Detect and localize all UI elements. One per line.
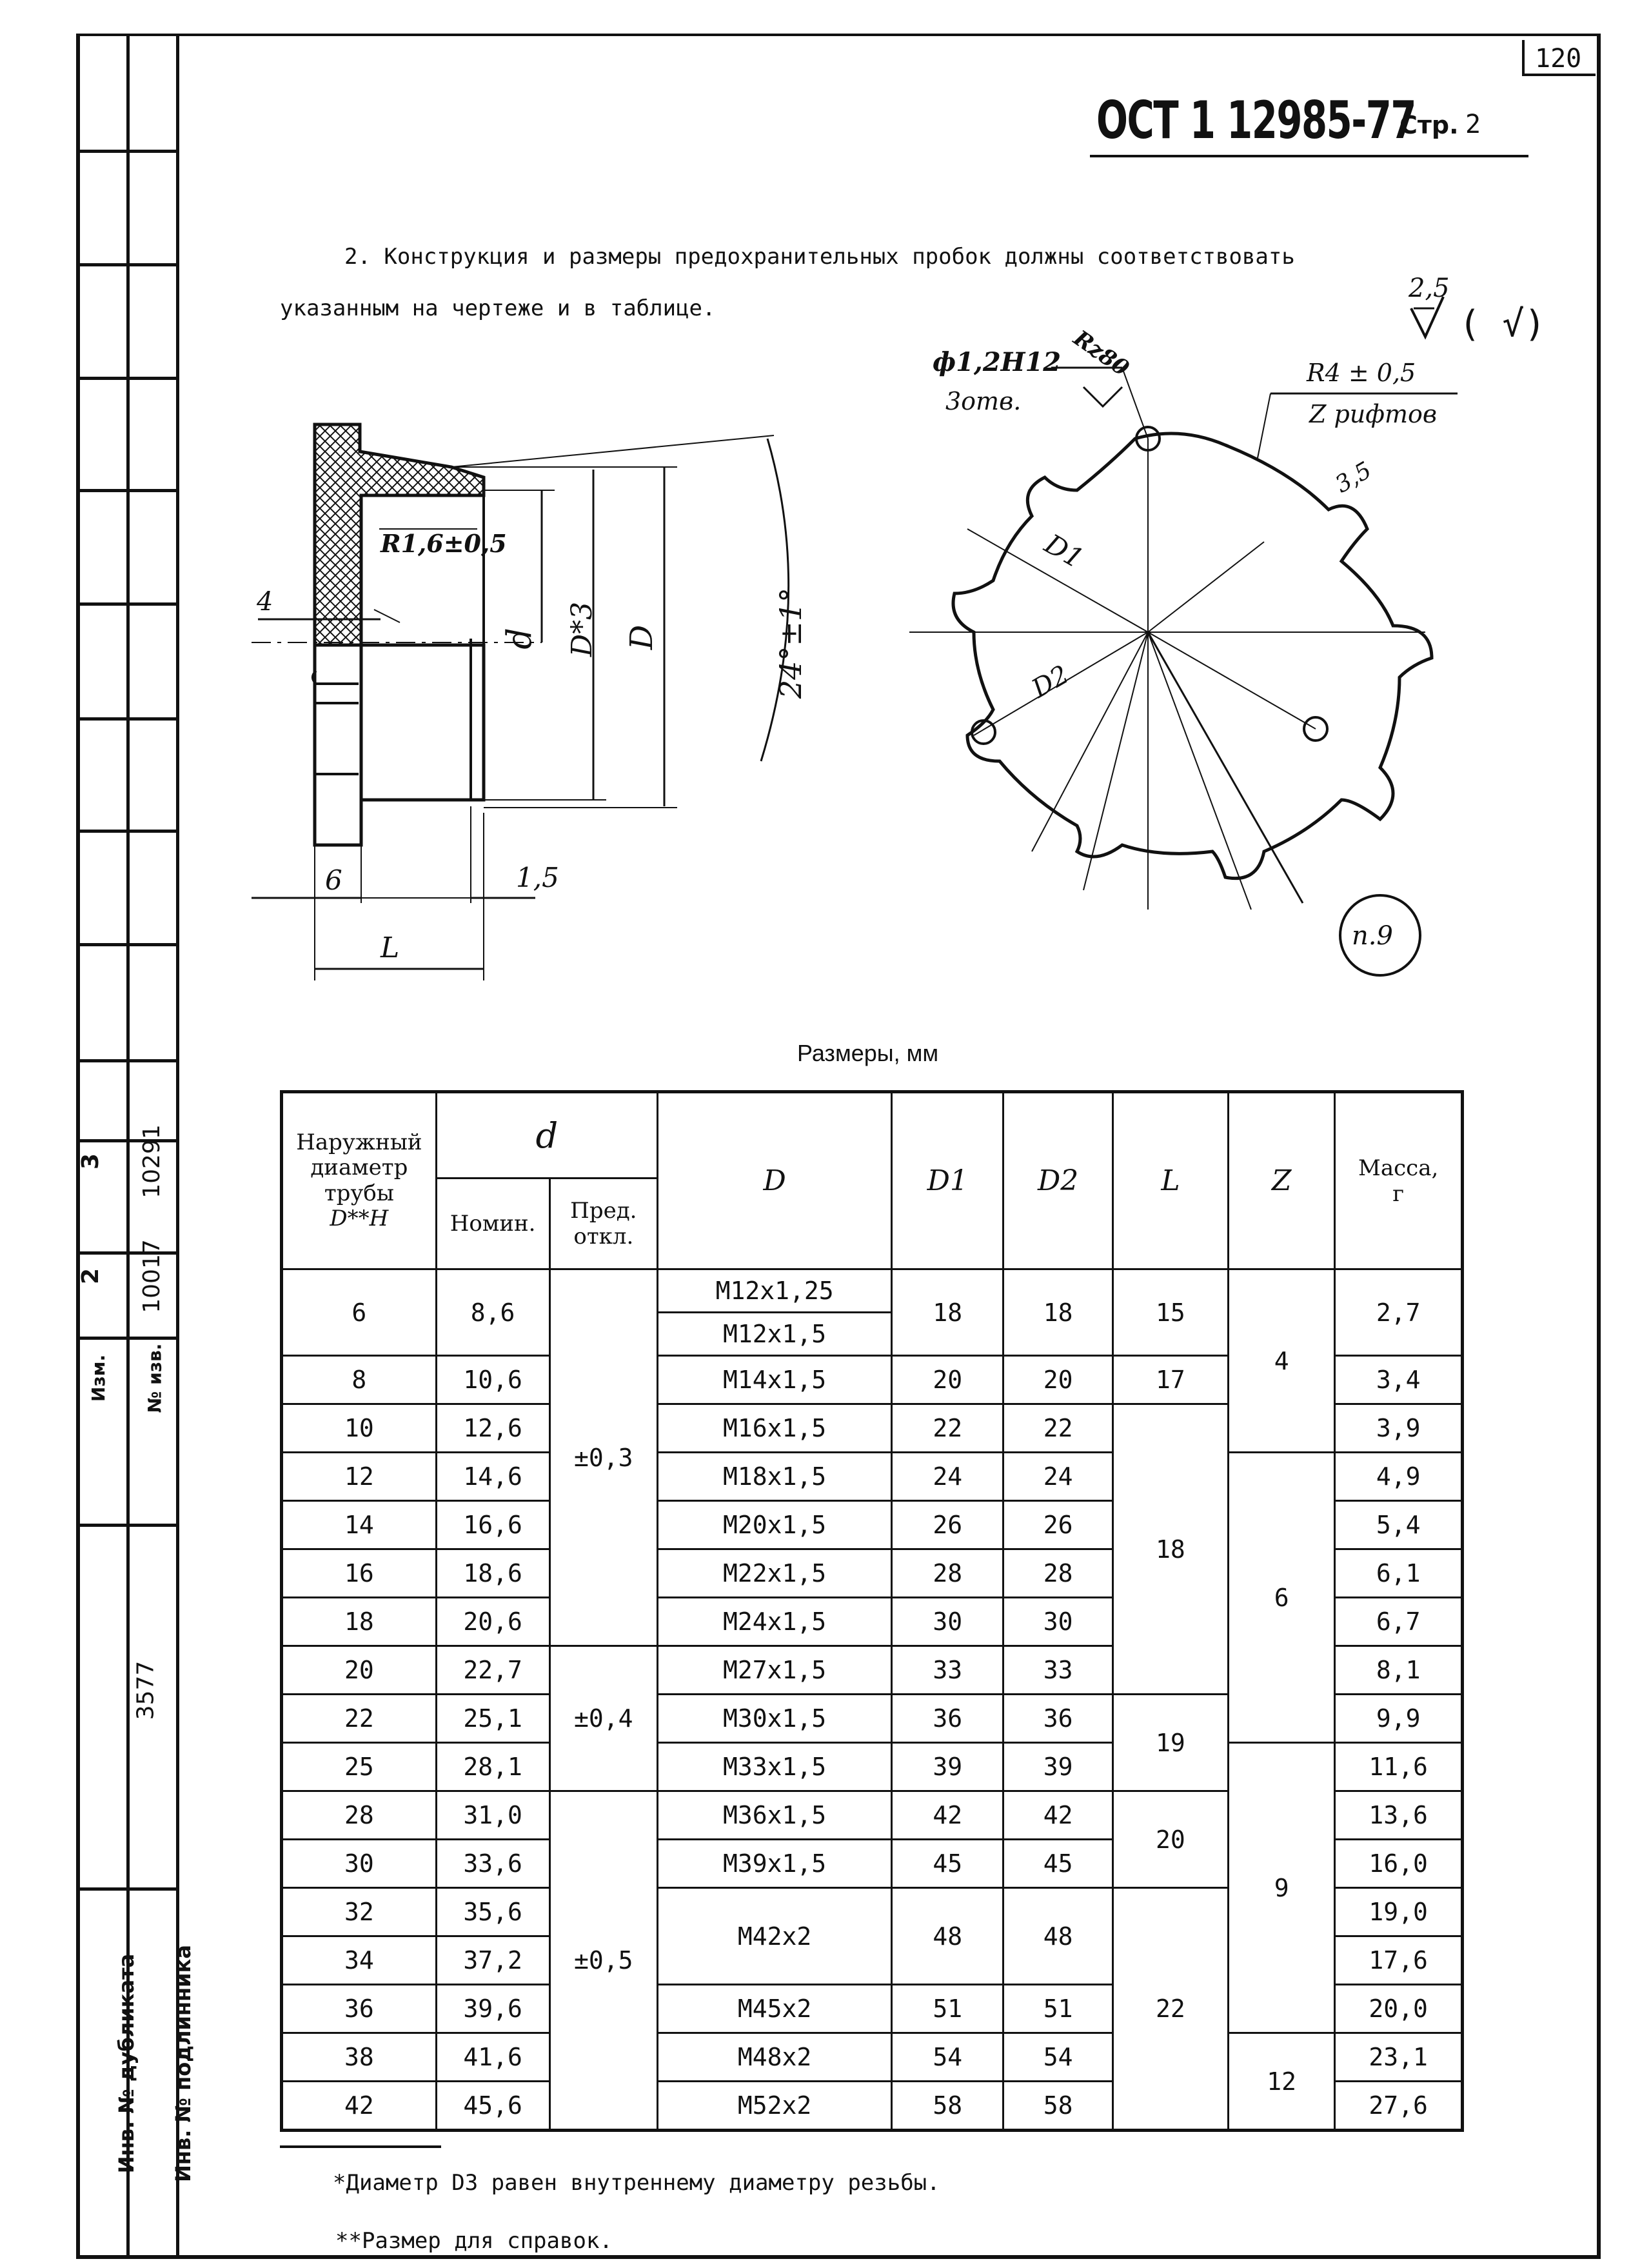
table-row bbox=[282, 2033, 1463, 2082]
table-row bbox=[282, 1743, 1463, 1791]
cell-D: M16x1,5 bbox=[658, 1404, 892, 1453]
cell-D2: 39 bbox=[1003, 1743, 1112, 1791]
header-nom: Номин. bbox=[436, 1179, 549, 1269]
cell-Z: 4 bbox=[1229, 1269, 1335, 1453]
cell-D: M24x1,5 bbox=[658, 1598, 892, 1646]
table-caption: Размеры, мм bbox=[797, 1040, 939, 1066]
cell-Z: 9 bbox=[1229, 1743, 1335, 2033]
footnote-1-mark: * bbox=[333, 2170, 346, 2196]
rev2-num: 2 bbox=[77, 1268, 104, 1285]
cell-pipe: 22 bbox=[282, 1695, 437, 1743]
cell-nom: 39,6 bbox=[436, 1985, 549, 2033]
header-D2: D2 bbox=[1003, 1092, 1112, 1269]
cell-nom: 33,6 bbox=[436, 1840, 549, 1888]
header-d: d bbox=[436, 1092, 657, 1179]
cell-L: 15 bbox=[1112, 1269, 1228, 1356]
cell-D: M33x1,5 bbox=[658, 1743, 892, 1791]
cell-D: M14x1,5 bbox=[658, 1356, 892, 1404]
cell-D2: 20 bbox=[1003, 1356, 1112, 1404]
side-cell bbox=[76, 150, 179, 153]
cell-D1: 33 bbox=[892, 1646, 1003, 1695]
header-mass-1: Масса, bbox=[1358, 1155, 1439, 1181]
cell-D1: 45 bbox=[892, 1840, 1003, 1888]
cell-nom: 22,7 bbox=[436, 1646, 549, 1695]
cell-D: M48x2 bbox=[658, 2033, 892, 2082]
table-row bbox=[282, 1269, 1463, 1313]
radius-ribs: R4 ± 0,5 bbox=[1307, 359, 1416, 387]
cell-mass: 5,4 bbox=[1335, 1501, 1463, 1549]
cell-Z: 6 bbox=[1229, 1453, 1335, 1743]
roughness-value: 2,5 bbox=[1409, 274, 1450, 303]
cell-L: 20 bbox=[1112, 1791, 1228, 1888]
cell-nom: 45,6 bbox=[436, 2082, 549, 2131]
cell-pipe: 16 bbox=[282, 1549, 437, 1598]
cell-D1: 30 bbox=[892, 1598, 1003, 1646]
cell-pipe: 14 bbox=[282, 1501, 437, 1549]
cell-nom: 35,6 bbox=[436, 1888, 549, 1936]
dim-3-5: 3,5 bbox=[1330, 457, 1376, 499]
side-col-divider bbox=[126, 34, 130, 2256]
cell-D1: 48 bbox=[892, 1888, 1003, 1985]
cell-D1: 22 bbox=[892, 1404, 1003, 1453]
page-number-box bbox=[1522, 40, 1596, 76]
cell-pipe: 32 bbox=[282, 1888, 437, 1936]
cell-D1: 24 bbox=[892, 1453, 1003, 1501]
cell-tol: ±0,5 bbox=[549, 1791, 658, 2131]
dim-D1-face: D1 bbox=[1039, 528, 1089, 575]
header-tol-2: откл. bbox=[573, 1224, 634, 1249]
header-pipe bbox=[282, 1092, 437, 1269]
side-cell bbox=[76, 1059, 179, 1062]
cell-D: M36x1,5 bbox=[658, 1791, 892, 1840]
cell-mass: 17,6 bbox=[1335, 1936, 1463, 1985]
cell-D2: 51 bbox=[1003, 1985, 1112, 2033]
cell-D2: 30 bbox=[1003, 1598, 1112, 1646]
footnote-1 bbox=[333, 2170, 940, 2196]
inv-number: 3577 bbox=[132, 1660, 159, 1720]
cell-D: M39x1,5 bbox=[658, 1840, 892, 1888]
cell-nom: 31,0 bbox=[436, 1791, 549, 1840]
section-drawing bbox=[232, 400, 800, 996]
cell-D2: 26 bbox=[1003, 1501, 1112, 1549]
side-cell bbox=[76, 1524, 179, 1527]
cell-D1: 51 bbox=[892, 1985, 1003, 2033]
header-pipe-2: диаметр bbox=[310, 1155, 408, 1181]
face-view-drawing bbox=[890, 348, 1483, 983]
cell-pipe: 38 bbox=[282, 2033, 437, 2082]
cell-pipe: 34 bbox=[282, 1936, 437, 1985]
cell-mass: 11,6 bbox=[1335, 1743, 1463, 1791]
cell-nom: 28,1 bbox=[436, 1743, 549, 1791]
dimensions-table bbox=[280, 1090, 1464, 2132]
cell-mass: 6,7 bbox=[1335, 1598, 1463, 1646]
cell-nom: 10,6 bbox=[436, 1356, 549, 1404]
cell-pipe: 12 bbox=[282, 1453, 437, 1501]
header-D1: D1 bbox=[892, 1092, 1003, 1269]
cell-D: M20x1,5 bbox=[658, 1501, 892, 1549]
dim-4: 4 bbox=[257, 587, 273, 617]
cell-D2: 58 bbox=[1003, 2082, 1112, 2131]
side-cell bbox=[76, 263, 179, 266]
cell-D1: 18 bbox=[892, 1269, 1003, 1356]
cell-D2: 48 bbox=[1003, 1888, 1112, 1985]
paragraph-line-2: указанным на чертеже и в таблице. bbox=[280, 295, 716, 321]
cell-D1: 58 bbox=[892, 2082, 1003, 2131]
orig-label: Инв. № подлинника bbox=[170, 1945, 195, 2182]
cell-D: M22x1,5 bbox=[658, 1549, 892, 1598]
cell-nom: 8,6 bbox=[436, 1269, 549, 1356]
cell-Z: 12 bbox=[1229, 2033, 1335, 2131]
footnote-2 bbox=[335, 2228, 613, 2254]
page-value: 2 bbox=[1465, 110, 1481, 139]
cell-mass: 3,9 bbox=[1335, 1404, 1463, 1453]
cell-mass: 9,9 bbox=[1335, 1695, 1463, 1743]
cell-D: M30x1,5 bbox=[658, 1695, 892, 1743]
izm-label: Изм. bbox=[88, 1354, 110, 1402]
side-cell bbox=[76, 1887, 179, 1891]
cell-D2: 28 bbox=[1003, 1549, 1112, 1598]
ribs-label: Z рифтов bbox=[1309, 400, 1438, 428]
side-cell bbox=[76, 943, 179, 946]
cell-tol: ±0,3 bbox=[549, 1269, 658, 1646]
cell-mass: 2,7 bbox=[1335, 1269, 1463, 1356]
dim-d: d bbox=[500, 628, 540, 650]
header-mass-2: г bbox=[1392, 1180, 1405, 1207]
page-label: Стр. bbox=[1399, 111, 1459, 139]
cell-mass: 13,6 bbox=[1335, 1791, 1463, 1840]
dim-6: 6 bbox=[325, 864, 342, 896]
cell-D1: 39 bbox=[892, 1743, 1003, 1791]
cell-mass: 20,0 bbox=[1335, 1985, 1463, 2033]
cell-D2: 42 bbox=[1003, 1791, 1112, 1840]
dim-D2-face: D2 bbox=[1027, 659, 1074, 704]
footnote-1-text: Диаметр D3 равен внутреннему диаметру резьбы. bbox=[346, 2170, 940, 2196]
header-tol-1: Пред. bbox=[570, 1198, 637, 1224]
page-number: 120 bbox=[1535, 44, 1582, 74]
cell-D2: 18 bbox=[1003, 1269, 1112, 1356]
cell-pipe: 25 bbox=[282, 1743, 437, 1791]
footnote-rule bbox=[280, 2145, 441, 2148]
cell-D: M12x1,25 bbox=[658, 1269, 892, 1313]
cell-nom: 37,2 bbox=[436, 1936, 549, 1985]
cell-mass: 8,1 bbox=[1335, 1646, 1463, 1695]
side-cell bbox=[76, 1337, 179, 1340]
cell-D: M27x1,5 bbox=[658, 1646, 892, 1695]
cell-L: 17 bbox=[1112, 1356, 1228, 1404]
cell-D1: 54 bbox=[892, 2033, 1003, 2082]
cell-mass: 3,4 bbox=[1335, 1356, 1463, 1404]
cell-mass: 27,6 bbox=[1335, 2082, 1463, 2131]
paragraph-line-1: 2. Конструкция и размеры предохранительных пробок должны соответствовать bbox=[344, 244, 1295, 270]
cell-L: 22 bbox=[1112, 1888, 1228, 2131]
angle-label: 24°±1° bbox=[773, 587, 809, 699]
cell-pipe: 18 bbox=[282, 1598, 437, 1646]
side-cell bbox=[76, 489, 179, 492]
izv-label: № изв. bbox=[144, 1343, 166, 1413]
cell-pipe: 10 bbox=[282, 1404, 437, 1453]
cell-D2: 22 bbox=[1003, 1404, 1112, 1453]
cell-nom: 18,6 bbox=[436, 1549, 549, 1598]
header-tol bbox=[549, 1179, 658, 1269]
header-underline bbox=[1090, 155, 1528, 157]
cell-pipe: 30 bbox=[282, 1840, 437, 1888]
cell-D: M42x2 bbox=[658, 1888, 892, 1985]
side-cell bbox=[76, 830, 179, 833]
table-row bbox=[282, 1453, 1463, 1501]
cell-tol: ±0,4 bbox=[549, 1646, 658, 1791]
header-Z: Z bbox=[1229, 1092, 1335, 1269]
dim-D3: D*3 bbox=[566, 601, 599, 657]
cell-pipe: 8 bbox=[282, 1356, 437, 1404]
cell-D: M18x1,5 bbox=[658, 1453, 892, 1501]
cell-nom: 25,1 bbox=[436, 1695, 549, 1743]
header-pipe-1: Наружный bbox=[296, 1129, 422, 1156]
dim-1-5: 1,5 bbox=[516, 862, 559, 893]
rz-label: Rz80 bbox=[1069, 325, 1134, 382]
cell-D2: 45 bbox=[1003, 1840, 1112, 1888]
cell-pipe: 42 bbox=[282, 2082, 437, 2131]
cell-nom: 41,6 bbox=[436, 2033, 549, 2082]
cell-D1: 42 bbox=[892, 1791, 1003, 1840]
rev2-doc: 10017 bbox=[138, 1239, 165, 1313]
cell-mass: 16,0 bbox=[1335, 1840, 1463, 1888]
cell-D2: 33 bbox=[1003, 1646, 1112, 1695]
cell-pipe: 20 bbox=[282, 1646, 437, 1695]
note-ref: п.9 bbox=[1352, 921, 1393, 951]
cell-nom: 20,6 bbox=[436, 1598, 549, 1646]
cell-mass: 4,9 bbox=[1335, 1453, 1463, 1501]
cell-nom: 14,6 bbox=[436, 1453, 549, 1501]
footnote-2-mark: ** bbox=[335, 2228, 362, 2254]
rev1-doc: 10291 bbox=[138, 1124, 165, 1199]
cell-L: 18 bbox=[1112, 1404, 1228, 1695]
standard-code: ОСТ 1 12985-77 bbox=[1096, 90, 1416, 150]
header-pipe-4: D**H bbox=[330, 1205, 389, 1231]
cell-pipe: 6 bbox=[282, 1269, 437, 1356]
cell-mass: 19,0 bbox=[1335, 1888, 1463, 1936]
cell-D1: 36 bbox=[892, 1695, 1003, 1743]
cell-mass: 23,1 bbox=[1335, 2033, 1463, 2082]
cell-D: M52x2 bbox=[658, 2082, 892, 2131]
side-cell bbox=[76, 717, 179, 721]
cell-D1: 26 bbox=[892, 1501, 1003, 1549]
cell-D: M12x1,5 bbox=[658, 1313, 892, 1356]
side-cell bbox=[76, 377, 179, 380]
cell-D2: 24 bbox=[1003, 1453, 1112, 1501]
dup-label: Инв. № дубликата bbox=[114, 1953, 139, 2174]
header-mass bbox=[1335, 1092, 1463, 1269]
cell-D1: 28 bbox=[892, 1549, 1003, 1598]
dim-L: L bbox=[381, 931, 400, 964]
cell-nom: 16,6 bbox=[436, 1501, 549, 1549]
dim-D: D bbox=[624, 624, 660, 650]
cell-pipe: 36 bbox=[282, 1985, 437, 2033]
rev1-num: 3 bbox=[77, 1153, 104, 1170]
cell-D2: 36 bbox=[1003, 1695, 1112, 1743]
cell-D2: 54 bbox=[1003, 2033, 1112, 2082]
cell-L: 19 bbox=[1112, 1695, 1228, 1791]
footnote-2-text: Размер для справок. bbox=[361, 2228, 613, 2254]
header-pipe-3: трубы bbox=[324, 1180, 394, 1206]
radius-label: R1,6±0,5 bbox=[381, 529, 507, 558]
roughness-extra: ( √) bbox=[1459, 303, 1546, 345]
header-L: L bbox=[1112, 1092, 1228, 1269]
cell-D: M45x2 bbox=[658, 1985, 892, 2033]
header-D: D bbox=[658, 1092, 892, 1269]
hole-label: ф1,2H12 bbox=[933, 347, 1062, 377]
side-cell bbox=[76, 602, 179, 606]
cell-mass: 6,1 bbox=[1335, 1549, 1463, 1598]
cell-pipe: 28 bbox=[282, 1791, 437, 1840]
cell-D1: 20 bbox=[892, 1356, 1003, 1404]
side-col-right bbox=[176, 34, 179, 2256]
hole-count: 3отв. bbox=[945, 387, 1022, 415]
cell-nom: 12,6 bbox=[436, 1404, 549, 1453]
